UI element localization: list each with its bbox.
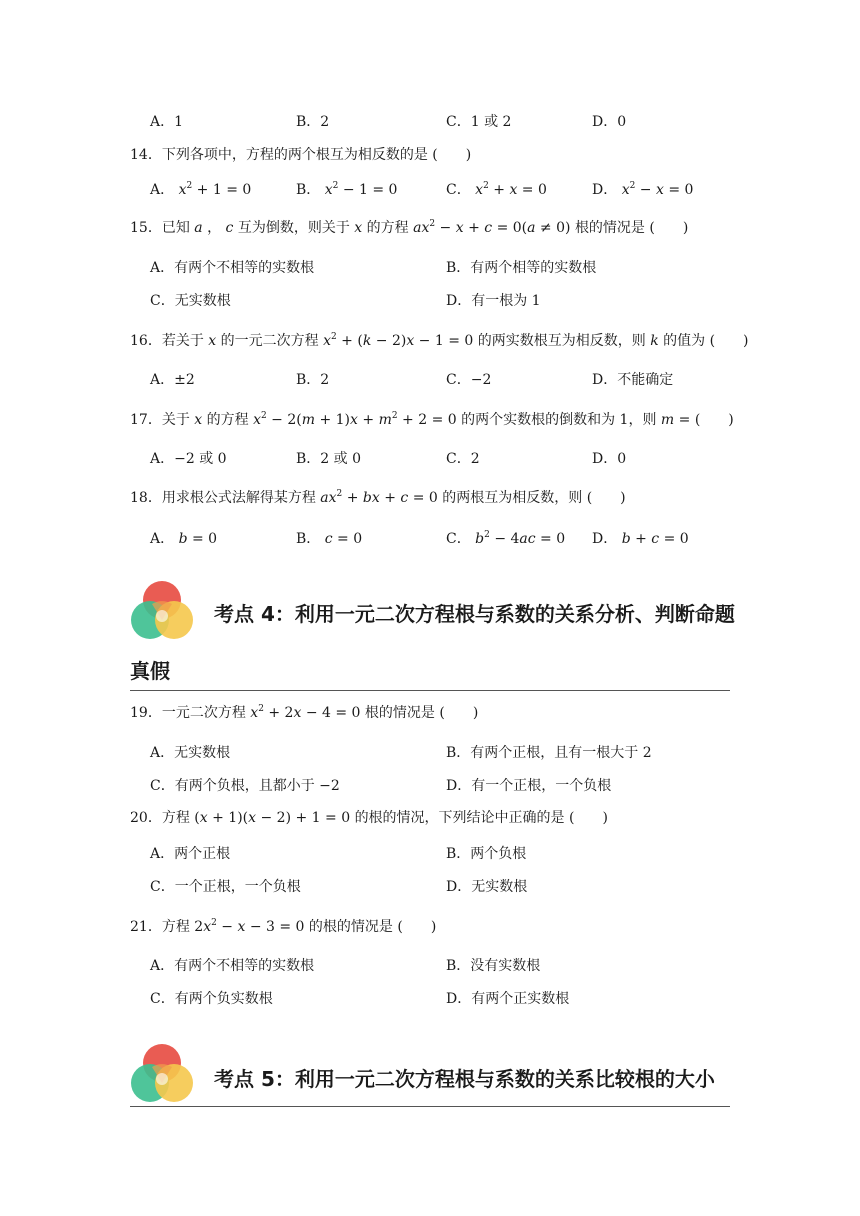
q17-option-b: B．2 或 0 (296, 451, 362, 467)
q14-option-d: D． $x^2 - x = 0$ (592, 181, 694, 198)
q19-option-b: B．有两个正根，且有一根大于 2 (446, 745, 652, 761)
q16-option-c: C．−2 (446, 372, 492, 388)
q19-option-d: D．有一个正根，一个负根 (446, 778, 612, 794)
q14-stem: 14．下列各项中，方程的两个根互为相反数的是 ( ) (130, 147, 472, 163)
q21-option-a: A．有两个不相等的实数根 (150, 958, 315, 974)
q13-option-a: A．1 (150, 114, 184, 130)
q18-stem: 18．用求根公式法解得某方程 $ax^2$ + bx + c = 0 的两根互为相反数，则 ( ) (130, 489, 626, 506)
q16-option-d: D．不能确定 (592, 372, 674, 388)
section4-logo-icon (130, 580, 194, 640)
q20-option-d: D．无实数根 (446, 879, 528, 895)
q17-option-d: D．0 (592, 451, 627, 467)
q18-option-c: C． $b^2 - 4ac = 0$ (446, 530, 566, 547)
q21-option-c: C．有两个负实数根 (150, 991, 273, 1007)
q14-option-b: B． $x^2 - 1 = 0$ (296, 181, 398, 198)
q17-option-a: A．−2 或 0 (150, 451, 227, 467)
q20-option-b: B．两个负根 (446, 846, 527, 862)
section4-title-line2: 真假 (130, 659, 170, 683)
q20-option-a: A．两个正根 (150, 846, 231, 862)
q21-stem: 21．方程 $2x^2 - x - 3 = 0$ 的根的情况是 ( ) (130, 918, 437, 935)
q15-option-c: C．无实数根 (150, 293, 231, 309)
q14-option-a: A． $x^2 + 1 = 0$ (150, 181, 252, 198)
q19-option-a: A．无实数根 (150, 745, 231, 761)
section4-title-line1: 考点 4：利用一元二次方程根与系数的关系分析、判断命题 (214, 602, 735, 626)
q17-option-c: C．2 (446, 451, 480, 467)
q16-option-b: B．2 (296, 372, 330, 388)
q13-option-c: C．1 或 2 (446, 114, 512, 130)
q15-option-b: B．有两个相等的实数根 (446, 260, 597, 276)
q19-option-c: C．有两个负根，且都小于 −2 (150, 778, 340, 794)
section5-title: 考点 5：利用一元二次方程根与系数的关系比较根的大小 (214, 1067, 715, 1091)
q15-option-a: A．有两个不相等的实数根 (150, 260, 315, 276)
q13-option-d: D．0 (592, 114, 627, 130)
q18-option-a: A． b = 0 (150, 531, 218, 547)
q18-option-d: D． b + c = 0 (592, 531, 689, 547)
q20-option-c: C．一个正根，一个负根 (150, 879, 301, 895)
q15-stem: 15．已知 a ， c 互为倒数，则关于 x 的方程 $ax^2 - x + c = 0(a \ne 0)$ 根的情况是 ( ) (130, 219, 689, 236)
q15-option-d: D．有一根为 1 (446, 293, 541, 309)
q18-option-b: B． c = 0 (296, 531, 363, 547)
q13-option-b: B．2 (296, 114, 330, 130)
q17-stem: 17．关于 x 的方程 $x^2 - 2(m + 1)x + m^2 + 2 = 0$ 的两个实数根的倒数和为 1，则 m = ( ) (130, 411, 734, 428)
q16-stem: 16．若关于 x 的一元二次方程 $x^2 + (k - 2)x - 1 = 0$ 的两实数根互为相反数，则 k 的值为 ( ) (130, 332, 749, 349)
section5-logo-icon (130, 1043, 194, 1103)
q14-option-c: C． $x^2 + x = 0$ (446, 181, 547, 198)
q21-option-b: B．没有实数根 (446, 958, 541, 974)
q19-stem: 19．一元二次方程 $x^2 + 2x - 4 = 0$ 根的情况是 ( ) (130, 704, 479, 721)
q20-stem: 20．方程 (x + 1)(x − 2) + 1 = 0 的根的情况，下列结论中正确的是 ( ) (130, 810, 608, 826)
section5-divider (130, 1106, 730, 1107)
section4-divider (130, 690, 730, 691)
q16-option-a: A．±2 (150, 372, 195, 388)
q21-option-d: D．有两个正实数根 (446, 991, 570, 1007)
